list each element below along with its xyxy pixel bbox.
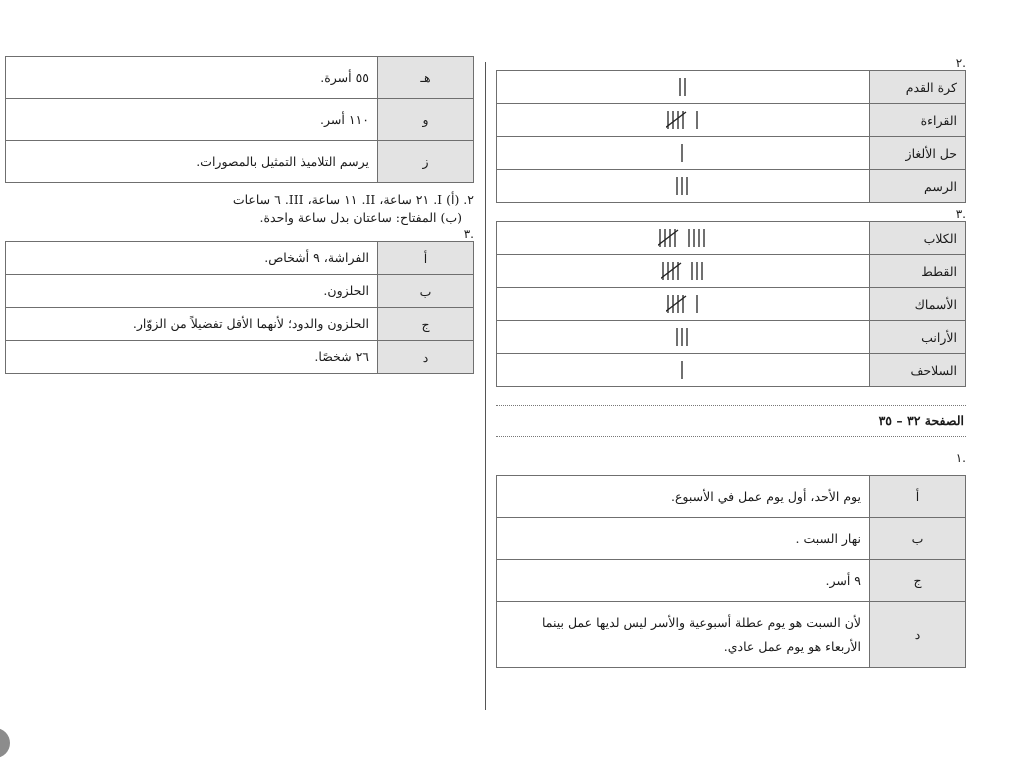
tally-cell bbox=[497, 137, 870, 170]
category-label: الكلاب bbox=[870, 222, 966, 255]
tally-cell bbox=[497, 255, 870, 288]
answer-letter: هـ bbox=[378, 57, 474, 99]
tally-cell bbox=[497, 222, 870, 255]
answers-table-q3 bbox=[5, 241, 474, 374]
tally-cell bbox=[497, 354, 870, 387]
answer-row bbox=[6, 308, 474, 341]
question-2-part-a: ٢. (أ) I. ٢١ ساعة، II. ١١ ساعة، III. ٦ ساعات bbox=[232, 192, 474, 207]
tally-marks bbox=[658, 228, 708, 248]
left-column bbox=[5, 56, 474, 374]
answer-text: الفراشة، ٩ أشخاص. bbox=[6, 242, 378, 275]
answer-letter: د bbox=[378, 341, 474, 374]
tally-marks bbox=[666, 110, 701, 130]
category-label: حل الألغاز bbox=[870, 137, 966, 170]
tally-marks bbox=[680, 360, 686, 380]
tally-marks bbox=[675, 327, 691, 347]
page-number-badge bbox=[0, 728, 10, 758]
category-label: كرة القدم bbox=[870, 71, 966, 104]
answer-text: ١١٠ أسر. bbox=[6, 99, 378, 141]
tally-cell bbox=[497, 288, 870, 321]
answer-row bbox=[6, 99, 474, 141]
category-label: الأرانب bbox=[870, 321, 966, 354]
tally-cell bbox=[497, 170, 870, 203]
answer-letter: ب bbox=[378, 275, 474, 308]
tally-row bbox=[497, 104, 966, 137]
answer-letter: ب bbox=[870, 518, 966, 560]
category-label: الأسماك bbox=[870, 288, 966, 321]
answer-text: ٥٥ أسرة. bbox=[6, 57, 378, 99]
section-page-range: الصفحة ٣٢ – ٣٥ bbox=[496, 405, 966, 437]
answer-letter: ج bbox=[870, 560, 966, 602]
tally-marks bbox=[680, 143, 686, 163]
tally-row bbox=[497, 222, 966, 255]
tally-row bbox=[497, 71, 966, 104]
question-3-number: .٣ bbox=[955, 207, 966, 221]
answers-table-top bbox=[5, 56, 474, 183]
question-1-number: .١ bbox=[955, 451, 966, 465]
category-label: الرسم bbox=[870, 170, 966, 203]
answer-row bbox=[497, 476, 966, 518]
column-divider bbox=[485, 62, 486, 710]
answer-row bbox=[6, 341, 474, 374]
answer-letter: ج bbox=[378, 308, 474, 341]
question-2-part-b: (ب) المفتاح: ساعتان بدل ساعة واحدة. bbox=[259, 210, 462, 225]
answers-table-q1 bbox=[496, 475, 966, 668]
answer-text: لأن السبت هو يوم عطلة أسبوعية والأسر ليس لديها عمل بينما الأربعاء هو يوم عمل عادي. bbox=[497, 602, 870, 668]
right-column bbox=[496, 56, 966, 668]
category-label: القطط bbox=[870, 255, 966, 288]
tally-cell bbox=[497, 321, 870, 354]
answer-letter: د bbox=[870, 602, 966, 668]
answer-row bbox=[6, 57, 474, 99]
category-label: القراءة bbox=[870, 104, 966, 137]
answer-row bbox=[497, 518, 966, 560]
answer-row bbox=[6, 242, 474, 275]
question-2-number: .٢ bbox=[955, 56, 966, 70]
answer-letter: ز bbox=[378, 141, 474, 183]
tally-cell bbox=[497, 71, 870, 104]
tally-row bbox=[497, 137, 966, 170]
answer-text: الحلزون والدود؛ لأنهما الأقل تفضيلاً من الزوّار. bbox=[6, 308, 378, 341]
tally-marks bbox=[678, 77, 689, 97]
answer-letter: أ bbox=[870, 476, 966, 518]
tally-row bbox=[497, 288, 966, 321]
answer-text: يرسم التلاميذ التمثيل بالمصورات. bbox=[6, 141, 378, 183]
answer-text: ٢٦ شخصًا. bbox=[6, 341, 378, 374]
answer-row bbox=[497, 602, 966, 668]
answer-letter: و bbox=[378, 99, 474, 141]
tally-row bbox=[497, 321, 966, 354]
tally-marks bbox=[675, 176, 691, 196]
answer-row bbox=[6, 275, 474, 308]
answer-text: الحلزون. bbox=[6, 275, 378, 308]
answer-row bbox=[497, 560, 966, 602]
question-3-number-left: .٣ bbox=[463, 227, 474, 241]
category-label: السلاحف bbox=[870, 354, 966, 387]
answer-text: ٩ أسر. bbox=[497, 560, 870, 602]
pets-tally-table bbox=[496, 221, 966, 387]
answer-row bbox=[6, 141, 474, 183]
answer-text: يوم الأحد، أول يوم عمل في الأسبوع. bbox=[497, 476, 870, 518]
tally-marks bbox=[661, 261, 706, 281]
tally-marks bbox=[666, 294, 701, 314]
tally-cell bbox=[497, 104, 870, 137]
answer-text: نهار السبت . bbox=[497, 518, 870, 560]
hobbies-tally-table bbox=[496, 70, 966, 203]
tally-row bbox=[497, 170, 966, 203]
tally-row bbox=[497, 354, 966, 387]
answer-letter: أ bbox=[378, 242, 474, 275]
tally-row bbox=[497, 255, 966, 288]
